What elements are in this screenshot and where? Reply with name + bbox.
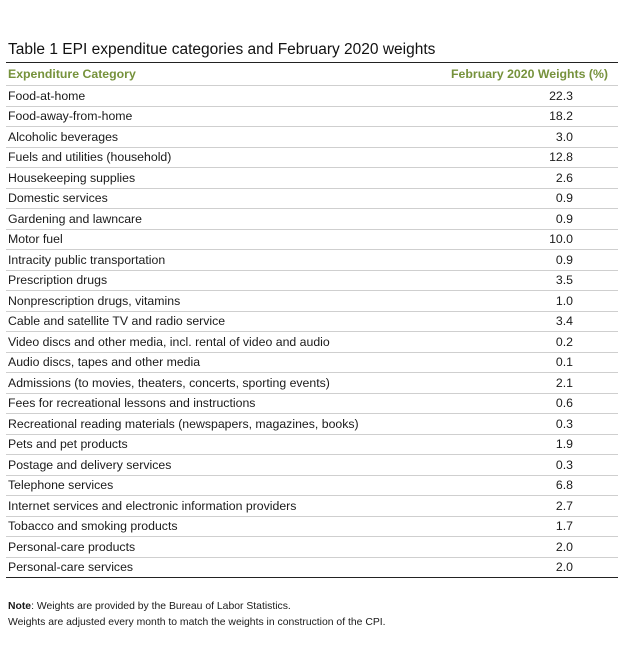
table-row <box>6 291 618 312</box>
category-cell: Intracity public transportation <box>6 250 436 271</box>
weight-cell: 2.6 <box>436 168 618 189</box>
table-container <box>6 40 618 631</box>
table-row <box>6 332 618 353</box>
table-row <box>6 557 618 578</box>
weight-cell: 0.2 <box>436 332 618 353</box>
table-row <box>6 168 618 189</box>
category-cell: Food-away-from-home <box>6 106 436 127</box>
weight-cell: 1.7 <box>436 516 618 537</box>
table-row <box>6 270 618 291</box>
weight-cell: 2.0 <box>436 537 618 558</box>
table-row <box>6 373 618 394</box>
category-cell: Alcoholic beverages <box>6 127 436 148</box>
table-row <box>6 537 618 558</box>
table-row <box>6 188 618 209</box>
weight-cell: 3.4 <box>436 311 618 332</box>
weight-cell: 2.0 <box>436 557 618 578</box>
weight-cell: 1.9 <box>436 434 618 455</box>
category-cell: Personal-care products <box>6 537 436 558</box>
table-row <box>6 311 618 332</box>
category-cell: Internet services and electronic information providers <box>6 496 436 517</box>
table-row <box>6 86 618 107</box>
category-cell: Prescription drugs <box>6 270 436 291</box>
weight-cell: 2.7 <box>436 496 618 517</box>
category-cell: Personal-care services <box>6 557 436 578</box>
note-label: Note <box>8 601 32 612</box>
table-row <box>6 106 618 127</box>
weight-cell: 10.0 <box>436 229 618 250</box>
weight-cell: 0.3 <box>436 414 618 435</box>
table-body <box>6 86 618 578</box>
category-cell: Recreational reading materials (newspapers, magazines, books) <box>6 414 436 435</box>
table-row <box>6 496 618 517</box>
table-row <box>6 516 618 537</box>
table-row <box>6 352 618 373</box>
weight-cell: 12.8 <box>436 147 618 168</box>
weight-cell: 0.1 <box>436 352 618 373</box>
note-line-1 <box>8 599 618 615</box>
weight-cell: 22.3 <box>436 86 618 107</box>
table-notes <box>6 599 618 631</box>
table-title: Table 1 EPI expenditue categories and February 2020 weights <box>8 41 436 58</box>
category-cell: Tobacco and smoking products <box>6 516 436 537</box>
table-row <box>6 414 618 435</box>
weight-cell: 6.8 <box>436 475 618 496</box>
category-cell: Nonprescription drugs, vitamins <box>6 291 436 312</box>
category-cell: Motor fuel <box>6 229 436 250</box>
weight-cell: 0.3 <box>436 455 618 476</box>
weight-cell: 0.9 <box>436 209 618 230</box>
category-cell: Pets and pet products <box>6 434 436 455</box>
weight-cell: 3.5 <box>436 270 618 291</box>
category-cell: Admissions (to movies, theaters, concerts, sporting events) <box>6 373 436 394</box>
weight-cell: 1.0 <box>436 291 618 312</box>
weight-cell: 0.9 <box>436 250 618 271</box>
weight-cell: 2.1 <box>436 373 618 394</box>
category-cell: Fees for recreational lessons and instructions <box>6 393 436 414</box>
table-row <box>6 250 618 271</box>
header-row <box>6 63 618 86</box>
category-cell: Gardening and lawncare <box>6 209 436 230</box>
table-row <box>6 475 618 496</box>
category-cell: Cable and satellite TV and radio service <box>6 311 436 332</box>
category-cell: Video discs and other media, incl. rental of video and audio <box>6 332 436 353</box>
category-cell: Domestic services <box>6 188 436 209</box>
category-cell: Fuels and utilities (household) <box>6 147 436 168</box>
category-cell: Audio discs, tapes and other media <box>6 352 436 373</box>
note-text: : Weights are provided by the Bureau of Labor Statistics. <box>31 601 291 612</box>
weight-cell: 0.6 <box>436 393 618 414</box>
weights-table <box>6 63 618 578</box>
table-row <box>6 455 618 476</box>
weight-cell: 18.2 <box>436 106 618 127</box>
table-row <box>6 147 618 168</box>
table-row <box>6 127 618 148</box>
weight-cell: 0.9 <box>436 188 618 209</box>
note-line-2: Weights are adjusted every month to match the weights in construction of the CPI. <box>8 617 386 628</box>
category-cell: Telephone services <box>6 475 436 496</box>
table-row <box>6 393 618 414</box>
category-cell: Housekeeping supplies <box>6 168 436 189</box>
table-row <box>6 434 618 455</box>
weight-cell: 3.0 <box>436 127 618 148</box>
column-header-category: Expenditure Category <box>6 63 436 86</box>
column-header-weight: February 2020 Weights (%) <box>436 63 618 86</box>
table-row <box>6 229 618 250</box>
category-cell: Food-at-home <box>6 86 436 107</box>
table-row <box>6 209 618 230</box>
category-cell: Postage and delivery services <box>6 455 436 476</box>
